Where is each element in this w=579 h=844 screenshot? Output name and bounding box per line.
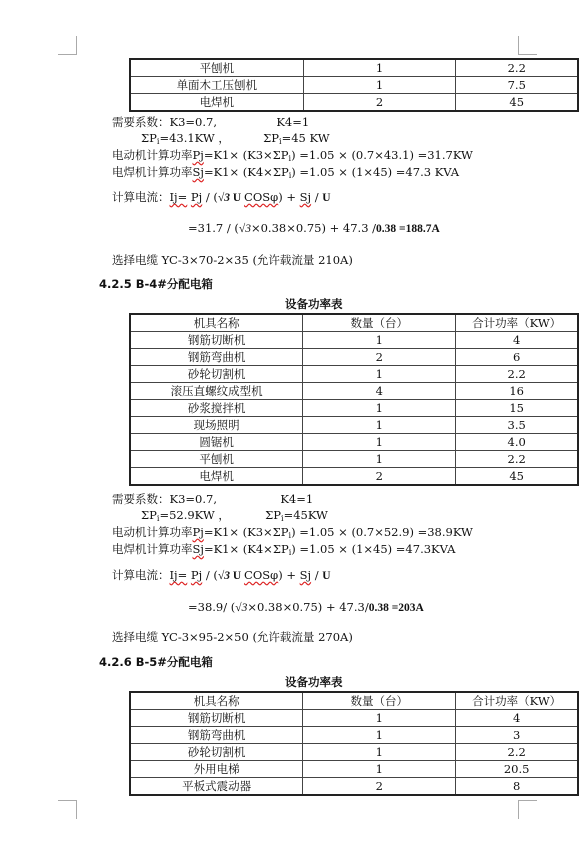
table-row: 钢筋切断机 1 4 [130,710,578,727]
demand-coefficient-line: 需要系数：K3=0.7, K4=1 [112,492,314,506]
k4-coefficient: K4=1 [276,115,310,129]
equipment-name: 单面木工压刨机 [130,77,303,94]
header-power: 合计功率（KW） [456,314,578,332]
table-row: 平刨机 1 2.2 [130,451,578,468]
crop-mark-top-left [58,36,77,55]
table-row: 砂轮切割机 1 2.2 [130,744,578,761]
table-row [130,77,578,94]
table-row: 现场照明 1 3.5 [130,417,578,434]
table-row: 外用电梯 1 20.5 [130,761,578,778]
sigma-p: ΣP [141,131,157,145]
equipment-power: 45 [456,94,578,112]
current-formula-line: 计算电流：Ij= Pj / (√3 U COSφ) + Sj / U [112,190,331,204]
welder-power-line: 电焊机计算功率$Sj=K1\times (K4\times\Sigma P_i) =1.05 \times (1\times 45) =47.3$ KVA [112,165,460,180]
top-equipment-table [129,58,579,112]
equipment-table-b5 [129,691,579,796]
table-row: 钢筋弯曲机 1 3 [130,727,578,744]
equipment-power: 7.5 [456,77,578,94]
sum-motor-power: =43.1KW ， [159,131,230,145]
table-row: 电焊机 2 45 [130,468,578,486]
table-row: 砂轮切割机 1 2.2 [130,366,578,383]
table-header-row: 机具名称 数量（台） 合计功率（KW） [130,692,578,710]
motor-power-line: 电动机计算功率$Pj=K1\times (K3\times\Sigma P_i) =1.05 \times (0.7\times 43.1) =31.7KW$ [112,148,473,163]
table-row: 平板式震动器 2 8 [130,778,578,796]
equipment-count: 1 [303,77,456,94]
current-formula-line: 计算电流：Ij= Pj / (√3 U COSφ) + Sj / U [112,568,331,582]
equipment-table-b4 [129,313,579,486]
k3-coefficient: 需要系数：K3=0.7, [112,115,217,129]
welder-power-line: 电焊机计算功率$Sj=K1\times (K4\times\Sigma P_i) =1.05 \times (1\times 45) =47.3KVA$ [112,542,456,557]
crop-mark-bottom-left [58,800,77,819]
demand-coefficient-line [112,114,309,130]
current-calculation-line: =31.7 / (√3×0.38×0.75) + 47.3 /0.38 =188.7A [188,221,440,235]
table-header-row [130,314,578,332]
table-row [130,59,578,77]
cable-selection-line: 选择电缆 YC-3×70-2×35 (允许载流量 210A) [112,253,353,267]
crop-mark-bottom-right [518,800,537,819]
table-row: 圆锯机 1 4.0 [130,434,578,451]
sum-welder-power: =45 KW [281,131,330,145]
motor-power-line: 电动机计算功率$Pj=K1\times (K3\times\Sigma P_i) =1.05 \times (0.7\times 52.9) =38.9KW$ [112,525,473,540]
table-row: 滚压直螺纹成型机 4 16 [130,383,578,400]
header-name: 机具名称 [130,314,303,332]
equipment-count: 1 [303,59,456,77]
equipment-power: 2.2 [456,59,578,77]
table-row: 钢筋弯曲机 2 6 [130,349,578,366]
table-row: 钢筋切断机 1 4 [130,332,578,349]
section-heading-b5: 4.2.6 B-5#分配电箱 [99,655,213,669]
current-calculation-line: =38.9/ (√3×0.38×0.75) + 47.3/0.38 =203A [188,600,424,614]
cable-selection-line: 选择电缆 YC-3×95-2×50 (允许载流量 270A) [112,630,353,644]
sum-power-line: $\Sigma P_i=52.9KW$ ， $\Sigma P_i=45KW$ [141,508,328,523]
equipment-name: 电焊机 [130,94,303,112]
sum-power-line: $\Sigma P_i=43.1KW$ ， $\Sigma P_i=45$ KW [141,131,330,146]
equipment-count: 2 [303,94,456,112]
equipment-name: 平刨机 [130,59,303,77]
crop-mark-top-right [518,36,537,55]
table-caption-b4: 设备功率表 [285,297,343,311]
table-caption-b5: 设备功率表 [285,675,343,689]
table-row [130,94,578,112]
section-heading-b4: 4.2.5 B-4#分配电箱 [99,277,213,291]
header-count: 数量（台） [303,314,456,332]
table-row: 砂浆搅拌机 1 15 [130,400,578,417]
